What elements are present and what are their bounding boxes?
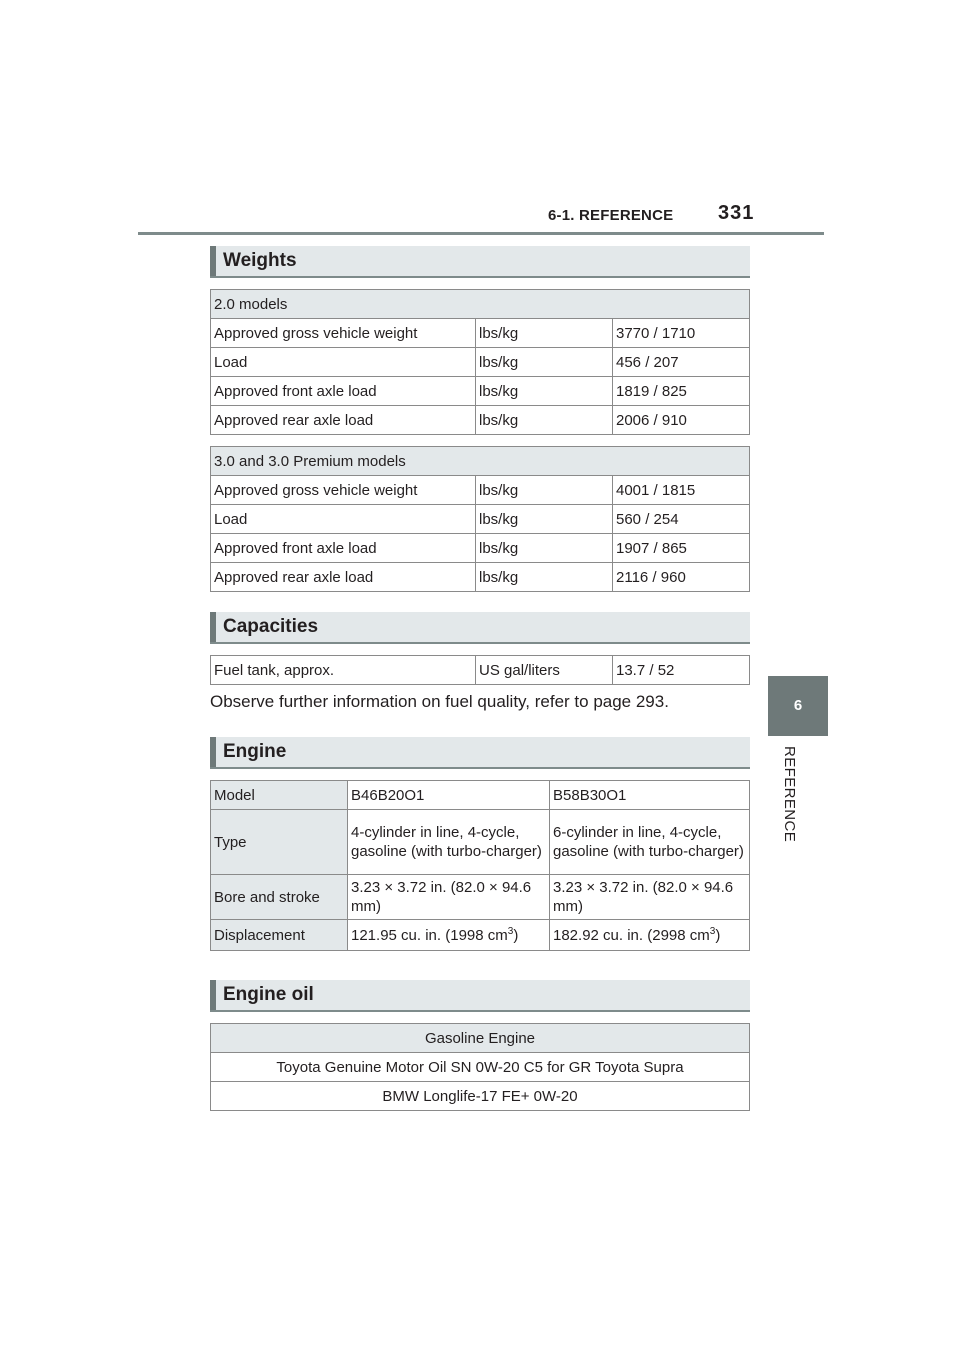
weights-2-0-table <box>210 289 750 435</box>
table-row: Bore and stroke 3.23 × 3.72 in. (82.0 × 94.6 mm) 3.23 × 3.72 in. (82.0 × 94.6 mm) <box>211 875 750 920</box>
section-marker <box>210 737 216 767</box>
table-heading: 3.0 and 3.0 Premium models <box>211 447 750 476</box>
fuel-quality-note: Observe further information on fuel quality, refer to page 293. <box>210 692 669 711</box>
table-row: Approved gross vehicle weight lbs/kg 3770 / 1710 <box>211 319 750 348</box>
page-number: 331 <box>718 202 755 224</box>
table-row: Model B46B20O1 B58B30O1 <box>211 781 750 810</box>
table-row: Approved rear axle load lbs/kg 2116 / 960 <box>211 563 750 592</box>
table-row: BMW Longlife-17 FE+ 0W-20 <box>211 1082 750 1111</box>
table-row: Approved rear axle load lbs/kg 2006 / 910 <box>211 406 750 435</box>
weights-3-0-table <box>210 446 750 592</box>
capacities-table <box>210 655 750 685</box>
chapter-tab: 6 <box>768 676 828 736</box>
weights-section-title: Weights <box>210 246 750 278</box>
table-row: Approved gross vehicle weight lbs/kg 4001 / 1815 <box>211 476 750 505</box>
engine-oil-table <box>210 1023 750 1111</box>
capacities-section-title: Capacities <box>210 612 750 644</box>
section-heading: 6-1. REFERENCE <box>548 207 674 224</box>
table-row: Load lbs/kg 560 / 254 <box>211 505 750 534</box>
table-row: Fuel tank, approx. US gal/liters 13.7 / 52 <box>211 656 750 685</box>
section-marker <box>210 246 216 276</box>
engine-table <box>210 780 750 951</box>
table-row: Approved front axle load lbs/kg 1819 / 825 <box>211 377 750 406</box>
table-row: Load lbs/kg 456 / 207 <box>211 348 750 377</box>
section-marker <box>210 612 216 642</box>
table-row: Toyota Genuine Motor Oil SN 0W-20 C5 for GR Toyota Supra <box>211 1053 750 1082</box>
section-marker <box>210 980 216 1010</box>
engine-oil-section-title: Engine oil <box>210 980 750 1012</box>
table-row: Approved front axle load lbs/kg 1907 / 865 <box>211 534 750 563</box>
engine-section-title: Engine <box>210 737 750 769</box>
table-row: Displacement 121.95 cu. in. (1998 $cm^3$) 182.92 cu. in. (2998 $cm^3$) <box>211 920 750 951</box>
table-row: Type 4-cylinder in line, 4-cycle, gasoline (with turbo-charger) 6-cylinder in line, 4-cycle, gasoline (with turbo-charger) <box>211 810 750 875</box>
table-heading: Gasoline Engine <box>211 1024 750 1053</box>
chapter-side-label: REFERENCE <box>781 746 798 843</box>
header-rule <box>138 232 824 235</box>
table-heading: 2.0 models <box>211 290 750 319</box>
